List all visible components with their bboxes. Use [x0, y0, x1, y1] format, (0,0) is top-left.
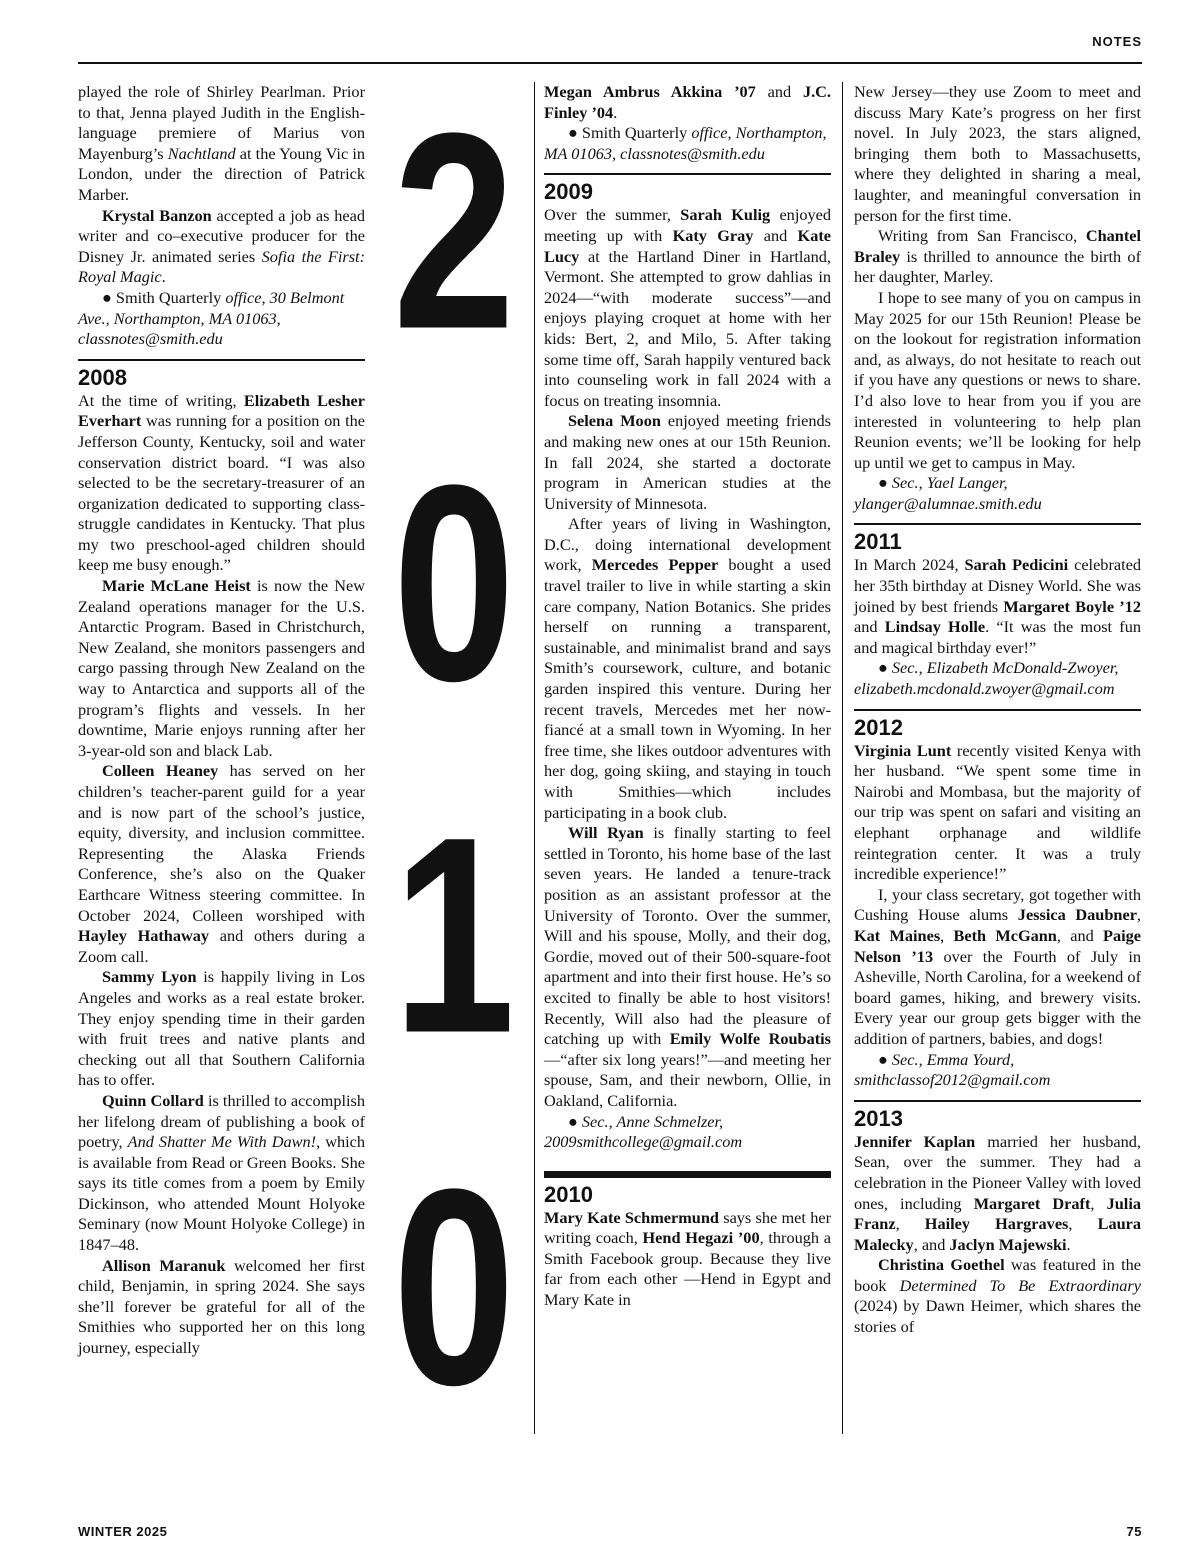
section-label: NOTES — [1092, 34, 1142, 49]
person-name: Colleen Heaney — [102, 761, 219, 781]
paragraph: At the time of writing, Elizabeth Lesher Everhart was running for a position on the Jefferson County, Kentucky, soil and water conservation district board. “I was also selected to be the secretary-treasurer of an organization dedicated to supporting class-struggle candidates in Kentucky. That plus my two preschool-aged children should keep me busy enough.” — [78, 390, 365, 575]
person-name: Krystal Banzon — [102, 205, 212, 225]
bullet-icon: ● — [102, 287, 112, 307]
paragraph: Selena Moon enjoyed meeting friends and making new ones at our 15th Reunion. In fall 2024, she started a doctorate program in American studies at the University of Minnesota. — [544, 411, 831, 513]
footer-issue: WINTER 2025 — [78, 1524, 168, 1539]
paragraph: After years of living in Washington, D.C., doing international development work, Mercedes Pepper bought a used travel trailer to live in while starting a skin care company, Nation Botanics. She prides herself on running a transparent, sustainable, and minimalist brand and says Smith’s coursework, culture, and botanic garden inspired this venture. During her recent travels, Mercedes met her now-fiancé at a small town in Wyoming. In her free time, she likes outdoor adventures with her dog, going skiing, and staying in touch with Smithies—which includes participating in a book club. — [544, 514, 831, 822]
column-divider — [842, 82, 843, 1434]
paragraph: New Jersey—they use Zoom to meet and discuss Mary Kate’s progress on her first novel. In July 2023, the stars aligned, bringing them both to Massachusetts, where they delighted in sharing a meal, laughter, and meaningful conversation in person for the first time. — [854, 82, 1141, 225]
person-name: Hayley Hathaway — [78, 926, 210, 946]
person-name: Marie McLane Heist — [102, 576, 251, 596]
bullet-icon: ● — [878, 658, 888, 678]
big-year-digit: 0 — [392, 426, 516, 740]
page-number: 75 — [1126, 1524, 1142, 1539]
secretary-line: ● Sec., Yael Langer, ylanger@alumnae.smith.edu — [854, 473, 1042, 513]
paragraph: Jennifer Kaplan married her husband, Sean, over the summer. They had a celebration in the Pioneer Valley with loved ones, including Margaret Draft, Julia Franz, Hailey Hargraves, Laura Malecky, and Jaclyn Majewski. — [854, 1131, 1142, 1254]
class-year-heading: 2008 — [78, 359, 365, 391]
paragraph: Writing from San Francisco, Chantel Braley is thrilled to announce the birth of her daughter, Marley. — [854, 226, 1141, 287]
paragraph: In March 2024, Sarah Pedicini celebrated her 35th birthday at Disney World. She was joined by best friends Margaret Boyle ’12 and Lindsay Holle. “It was the most fun and magical birthday ever!” — [854, 555, 1141, 657]
paragraph: Will Ryan is finally starting to feel settled in Toronto, his home base of the last seven years. He landed a tenure-track position as an assistant professor at the University of Toronto. Over the summer, Will and his spouse, Molly, and their dog, Gordie, moved out of their 500-square-foot apartment and into their first house. He’s so excited to finally be able to host visitors! Recently, Will also had the pleasure of catching up with Emily Wolfe Roubatis—“after six long years!”—and meeting her spouse, Sam, and their newborn, Ollie, in Oakland, California. — [544, 823, 832, 1110]
paragraph: Colleen Heaney has served on her children’s teacher-parent guild for a year and is now part of the school’s justice, equity, diversity, and inclusion committee. Representing the Alaska Friends Conference, she’s also on the Quaker Earthcare Witness steering committee. In October 2024, Colleen worshiped with Hayley Hathaway and others during a Zoom call. — [78, 761, 366, 966]
class-year-heading: 2011 — [854, 523, 1141, 555]
class-year-heading: 2013 — [854, 1100, 1141, 1132]
paragraph: Sammy Lyon is happily living in Los Angeles and works as a real estate broker. They enjoy spending time in their garden with fruit trees and native plants and checking out all that Southern California has to offer. — [78, 967, 365, 1090]
bullet-icon: ● — [878, 1049, 888, 1069]
paragraph: Megan Ambrus Akkina ’07 and J.C. Finley ’04. — [544, 82, 831, 122]
person-name: Sammy Lyon — [102, 967, 197, 987]
secretary-line: ● Sec., Anne Schmelzer, 2009smithcollege@gmail.com — [544, 1111, 743, 1152]
paragraph: Virginia Lunt recently visited Kenya with her husband. “We spent some time in Nairobi and Mombasa, but the majority of our trip was spent on safari and visiting an elephant orphanage and wildlife reintegration center. It was a truly incredible experience!” — [854, 740, 1142, 884]
header-rule — [78, 62, 1142, 64]
secretary-line: ● Sec., Elizabeth McDonald-Zwoyer, elizabeth.mcdonald.zwoyer@gmail.com — [854, 658, 1119, 699]
person-name: Elizabeth Lesher Everhart — [78, 390, 365, 431]
paragraph: Krystal Banzon accepted a job as head writer and co–executive producer for the Disney Jr. animated series Sofia the First: Royal Magic. — [78, 205, 366, 287]
big-year-digit: 0 — [392, 1130, 516, 1444]
class-year-heading: 2009 — [544, 173, 831, 205]
contact-line: ● Smith Quarterly office, Northampton, MA 01063, classnotes@smith.edu — [544, 123, 827, 163]
paragraph: I, your class secretary, got together with Cushing House alums Jessica Daubner, Kat Maines, Beth McGann, and Paige Nelson ’13 over the Fourth of July in Asheville, North Carolina, for a weekend of board games, hiking, and brewery visits. Every year our group gets bigger with the addition of partners, babies, and dogs! — [854, 884, 1142, 1048]
big-year-digit: 1 — [392, 778, 516, 1092]
bullet-icon: ● — [568, 1111, 578, 1131]
paragraph: Mary Kate Schmermund says she met her writing coach, Hend Hegazi ’00, through a Smith Facebook group. Because they live far from each other —Hend in Egypt and Mary Kate in — [544, 1207, 831, 1310]
paragraph: Quinn Collard is thrilled to accomplish her lifelong dream of publishing a book of poetry, And Shatter Me With Dawn!, which is available from Read or Green Books. She says its title comes from a poem by Emily Dickinson, who attended Mount Holyoke Seminary (now Mount Holyoke College) in 1847–48. — [78, 1090, 365, 1255]
paragraph: played the role of Shirley Pearlman. Prior to that, Jenna played Judith in the English-language premiere of Marius von Mayenburg’s Nachtland at the Young Vic in London, under the direction of Patrick Marber. — [78, 82, 365, 204]
big-year-digit: 2 — [392, 74, 516, 388]
person-name: Allison Maranuk — [102, 1255, 226, 1275]
column-3 — [854, 82, 1141, 1338]
paragraph: Marie McLane Heist is now the New Zealand operations manager for the U.S. Antarctic Program. Based in Christchurch, New Zealand, she monitors passengers and cargo passing through New Zealand on the way to Antarctica and supports all of the program’s flights and vessels. In her downtime, Marie enjoys running after her 3-year-old son and black Lab. — [78, 576, 365, 760]
bullet-icon: ● — [568, 123, 578, 143]
contact-line: ● Smith Quarterly office, 30 Belmont Ave., Northampton, MA 01063, classnotes@smith.edu — [78, 287, 345, 349]
class-year-heading: 2012 — [854, 709, 1141, 741]
bullet-icon: ● — [878, 473, 888, 493]
big-year-2010 — [378, 74, 530, 1444]
column-2 — [544, 82, 831, 1311]
paragraph: I hope to see many of you on campus in May 2025 for our 15th Reunion! Please be on the lookout for registration information and, as always, do not hesitate to reach out if you have any questions or news to share. I’d also love to hear from you if you are interested in volunteering to help plan Reunion events; we’ll be looking for help up until we get to campus in May. — [854, 287, 1141, 472]
class-year-heading: 2010 — [544, 1171, 831, 1208]
column-1 — [78, 82, 365, 1359]
column-divider — [534, 82, 535, 1434]
page-header — [78, 0, 1142, 66]
paragraph: Over the summer, Sarah Kulig enjoyed meeting up with Katy Gray and Kate Lucy at the Hartland Diner in Hartland, Vermont. She attempted to grow dahlias in 2024—“with moderate success”—and enjoys playing croquet at home with her kids: Bert, 2, and Milo, 5. After taking some time off, Sarah happily ventured back into counseling work in fall 2024 with a focus on treating insomnia. — [544, 205, 831, 410]
paragraph: Christina Goethel was featured in the book Determined To Be Extraordinary (2024) by Dawn Heimer, which shares the stories of — [854, 1255, 1142, 1337]
paragraph: Allison Maranuk welcomed her first child, Benjamin, in spring 2024. She says she’ll forever be grateful for all of the Smithies who supported her on this long journey, especially — [78, 1255, 365, 1358]
person-name: Quinn Collard — [102, 1090, 204, 1110]
secretary-line: ● Sec., Emma Yourd, smithclassof2012@gmail.com — [854, 1049, 1051, 1090]
